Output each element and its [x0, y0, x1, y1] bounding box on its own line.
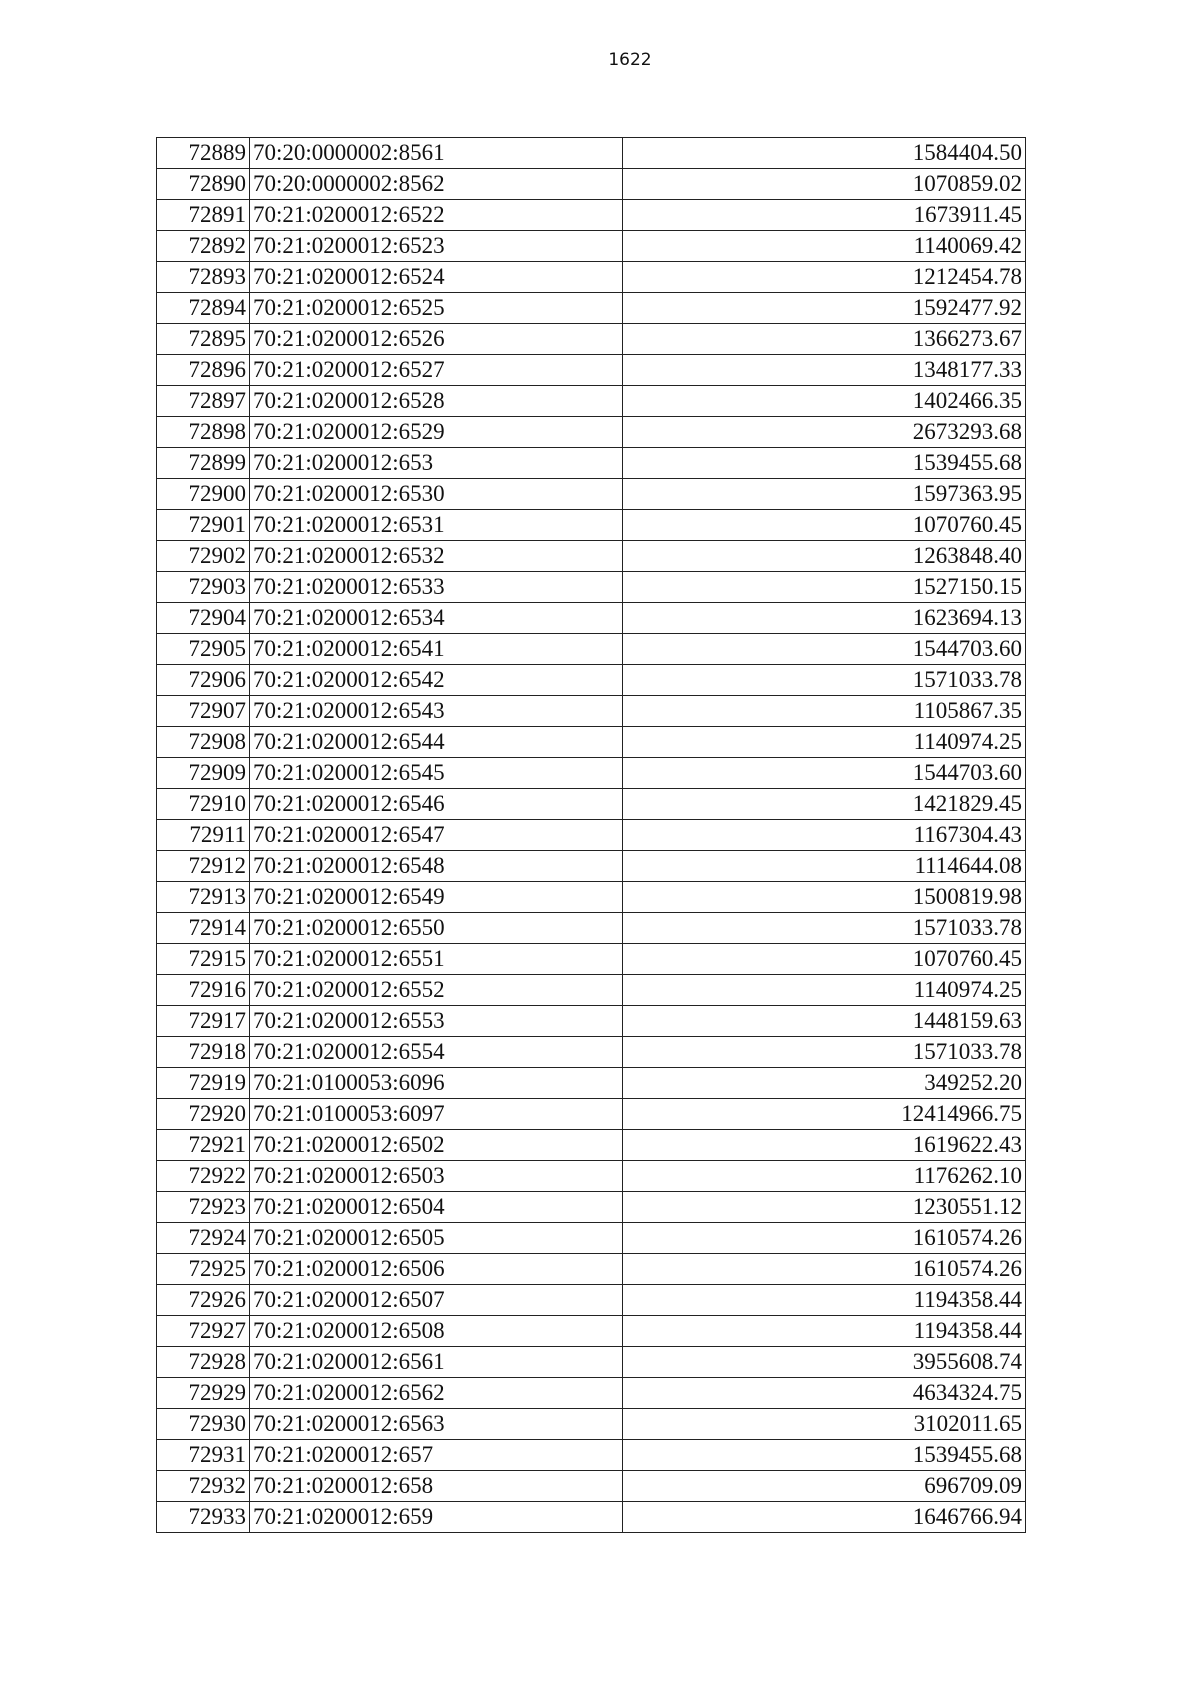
row-number: 72932 — [157, 1471, 250, 1502]
table-row — [157, 1006, 1026, 1037]
row-number: 72894 — [157, 293, 250, 324]
cadastral-number: 70:21:0200012:6550 — [250, 913, 623, 944]
row-number: 72909 — [157, 758, 250, 789]
table-row — [157, 634, 1026, 665]
cadastral-value: 1348177.33 — [623, 355, 1026, 386]
table-row — [157, 386, 1026, 417]
row-number: 72922 — [157, 1161, 250, 1192]
table-row — [157, 1254, 1026, 1285]
row-number: 72925 — [157, 1254, 250, 1285]
table-row — [157, 975, 1026, 1006]
cadastral-value: 1619622.43 — [623, 1130, 1026, 1161]
cadastral-number: 70:21:0200012:653 — [250, 448, 623, 479]
row-number: 72895 — [157, 324, 250, 355]
cadastral-value: 1366273.67 — [623, 324, 1026, 355]
table-row — [157, 1130, 1026, 1161]
table-row — [157, 572, 1026, 603]
cadastral-value: 1070760.45 — [623, 510, 1026, 541]
table-row — [157, 541, 1026, 572]
row-number: 72923 — [157, 1192, 250, 1223]
cadastral-value-table — [156, 137, 1026, 1533]
row-number: 72924 — [157, 1223, 250, 1254]
table-row — [157, 1471, 1026, 1502]
cadastral-number: 70:21:0200012:6541 — [250, 634, 623, 665]
cadastral-number: 70:21:0200012:6507 — [250, 1285, 623, 1316]
cadastral-value: 1176262.10 — [623, 1161, 1026, 1192]
row-number: 72889 — [157, 138, 250, 169]
row-number: 72890 — [157, 169, 250, 200]
table-row — [157, 1409, 1026, 1440]
row-number: 72904 — [157, 603, 250, 634]
table-row — [157, 324, 1026, 355]
table-row — [157, 603, 1026, 634]
row-number: 72913 — [157, 882, 250, 913]
cadastral-number: 70:21:0200012:6551 — [250, 944, 623, 975]
cadastral-number: 70:21:0100053:6097 — [250, 1099, 623, 1130]
cadastral-value: 1194358.44 — [623, 1285, 1026, 1316]
cadastral-number: 70:21:0200012:6532 — [250, 541, 623, 572]
cadastral-number: 70:21:0200012:6502 — [250, 1130, 623, 1161]
cadastral-value: 1105867.35 — [623, 696, 1026, 727]
row-number: 72900 — [157, 479, 250, 510]
table-row — [157, 882, 1026, 913]
cadastral-value: 3955608.74 — [623, 1347, 1026, 1378]
row-number: 72907 — [157, 696, 250, 727]
row-number: 72914 — [157, 913, 250, 944]
row-number: 72910 — [157, 789, 250, 820]
row-number: 72896 — [157, 355, 250, 386]
cadastral-number: 70:21:0200012:6534 — [250, 603, 623, 634]
cadastral-value: 1539455.68 — [623, 448, 1026, 479]
cadastral-number: 70:21:0200012:6531 — [250, 510, 623, 541]
table-row — [157, 758, 1026, 789]
cadastral-number: 70:21:0200012:6530 — [250, 479, 623, 510]
cadastral-value: 1610574.26 — [623, 1254, 1026, 1285]
row-number: 72902 — [157, 541, 250, 572]
table-row — [157, 1440, 1026, 1471]
cadastral-value: 1571033.78 — [623, 665, 1026, 696]
row-number: 72899 — [157, 448, 250, 479]
table-row — [157, 448, 1026, 479]
cadastral-number: 70:21:0200012:6506 — [250, 1254, 623, 1285]
row-number: 72917 — [157, 1006, 250, 1037]
cadastral-value: 1140974.25 — [623, 975, 1026, 1006]
cadastral-value: 1402466.35 — [623, 386, 1026, 417]
cadastral-value: 1539455.68 — [623, 1440, 1026, 1471]
cadastral-number: 70:21:0200012:6549 — [250, 882, 623, 913]
table-row — [157, 1502, 1026, 1533]
table-row — [157, 169, 1026, 200]
cadastral-number: 70:21:0200012:6522 — [250, 200, 623, 231]
cadastral-number: 70:21:0200012:6508 — [250, 1316, 623, 1347]
cadastral-value: 696709.09 — [623, 1471, 1026, 1502]
cadastral-value: 1646766.94 — [623, 1502, 1026, 1533]
cadastral-value: 1610574.26 — [623, 1223, 1026, 1254]
table-row — [157, 1285, 1026, 1316]
cadastral-value: 1070859.02 — [623, 169, 1026, 200]
cadastral-value: 1212454.78 — [623, 262, 1026, 293]
table-row — [157, 355, 1026, 386]
cadastral-number: 70:21:0200012:6545 — [250, 758, 623, 789]
row-number: 72915 — [157, 944, 250, 975]
cadastral-value: 1114644.08 — [623, 851, 1026, 882]
table-row — [157, 1192, 1026, 1223]
cadastral-number: 70:20:0000002:8561 — [250, 138, 623, 169]
table-row — [157, 727, 1026, 758]
table-row — [157, 696, 1026, 727]
cadastral-number: 70:21:0200012:6563 — [250, 1409, 623, 1440]
table-row — [157, 1378, 1026, 1409]
row-number: 72919 — [157, 1068, 250, 1099]
cadastral-value: 2673293.68 — [623, 417, 1026, 448]
row-number: 72903 — [157, 572, 250, 603]
table-row — [157, 200, 1026, 231]
row-number: 72892 — [157, 231, 250, 262]
row-number: 72905 — [157, 634, 250, 665]
cadastral-value: 1167304.43 — [623, 820, 1026, 851]
page-number: 1622 — [608, 50, 652, 70]
table-row — [157, 1316, 1026, 1347]
row-number: 72931 — [157, 1440, 250, 1471]
row-number: 72893 — [157, 262, 250, 293]
row-number: 72908 — [157, 727, 250, 758]
cadastral-number: 70:21:0200012:6503 — [250, 1161, 623, 1192]
cadastral-number: 70:21:0200012:6561 — [250, 1347, 623, 1378]
cadastral-number: 70:21:0200012:6554 — [250, 1037, 623, 1068]
row-number: 72929 — [157, 1378, 250, 1409]
row-number: 72898 — [157, 417, 250, 448]
row-number: 72911 — [157, 820, 250, 851]
cadastral-value: 349252.20 — [623, 1068, 1026, 1099]
cadastral-value: 1673911.45 — [623, 200, 1026, 231]
cadastral-number: 70:21:0200012:6547 — [250, 820, 623, 851]
cadastral-number: 70:21:0200012:6525 — [250, 293, 623, 324]
table-row — [157, 820, 1026, 851]
cadastral-number: 70:21:0200012:6528 — [250, 386, 623, 417]
row-number: 72921 — [157, 1130, 250, 1161]
row-number: 72928 — [157, 1347, 250, 1378]
cadastral-number: 70:21:0200012:6553 — [250, 1006, 623, 1037]
cadastral-number: 70:21:0200012:6529 — [250, 417, 623, 448]
row-number: 72933 — [157, 1502, 250, 1533]
table-row — [157, 1161, 1026, 1192]
cadastral-value: 12414966.75 — [623, 1099, 1026, 1130]
cadastral-value: 1230551.12 — [623, 1192, 1026, 1223]
row-number: 72891 — [157, 200, 250, 231]
cadastral-value: 1140974.25 — [623, 727, 1026, 758]
table-row — [157, 1347, 1026, 1378]
cadastral-value: 1544703.60 — [623, 634, 1026, 665]
table-row — [157, 851, 1026, 882]
cadastral-number: 70:21:0200012:659 — [250, 1502, 623, 1533]
table-row — [157, 1068, 1026, 1099]
table-row — [157, 479, 1026, 510]
table-row — [157, 138, 1026, 169]
cadastral-number: 70:21:0200012:6562 — [250, 1378, 623, 1409]
cadastral-number: 70:21:0200012:6552 — [250, 975, 623, 1006]
row-number: 72918 — [157, 1037, 250, 1068]
table-row — [157, 665, 1026, 696]
cadastral-value: 1571033.78 — [623, 913, 1026, 944]
cadastral-value: 1194358.44 — [623, 1316, 1026, 1347]
row-number: 72930 — [157, 1409, 250, 1440]
table-row — [157, 789, 1026, 820]
table-row — [157, 913, 1026, 944]
table-row — [157, 417, 1026, 448]
row-number: 72916 — [157, 975, 250, 1006]
row-number: 72927 — [157, 1316, 250, 1347]
table-row — [157, 293, 1026, 324]
cadastral-value: 1544703.60 — [623, 758, 1026, 789]
cadastral-value: 1584404.50 — [623, 138, 1026, 169]
cadastral-number: 70:21:0200012:6504 — [250, 1192, 623, 1223]
cadastral-number: 70:21:0200012:6543 — [250, 696, 623, 727]
cadastral-number: 70:21:0100053:6096 — [250, 1068, 623, 1099]
cadastral-value: 1571033.78 — [623, 1037, 1026, 1068]
cadastral-value: 1597363.95 — [623, 479, 1026, 510]
cadastral-number: 70:20:0000002:8562 — [250, 169, 623, 200]
cadastral-value: 1421829.45 — [623, 789, 1026, 820]
table-row — [157, 262, 1026, 293]
cadastral-number: 70:21:0200012:6548 — [250, 851, 623, 882]
table-row — [157, 1099, 1026, 1130]
cadastral-table-container — [156, 137, 1026, 1533]
cadastral-value: 1527150.15 — [623, 572, 1026, 603]
cadastral-value: 1500819.98 — [623, 882, 1026, 913]
table-row — [157, 1037, 1026, 1068]
cadastral-value: 3102011.65 — [623, 1409, 1026, 1440]
cadastral-number: 70:21:0200012:6526 — [250, 324, 623, 355]
cadastral-value: 1070760.45 — [623, 944, 1026, 975]
table-body — [157, 138, 1026, 1533]
cadastral-value: 1448159.63 — [623, 1006, 1026, 1037]
table-row — [157, 510, 1026, 541]
row-number: 72897 — [157, 386, 250, 417]
cadastral-number: 70:21:0200012:6542 — [250, 665, 623, 696]
cadastral-number: 70:21:0200012:6523 — [250, 231, 623, 262]
cadastral-number: 70:21:0200012:6533 — [250, 572, 623, 603]
cadastral-number: 70:21:0200012:6546 — [250, 789, 623, 820]
cadastral-number: 70:21:0200012:6524 — [250, 262, 623, 293]
table-row — [157, 1223, 1026, 1254]
table-row — [157, 944, 1026, 975]
cadastral-number: 70:21:0200012:658 — [250, 1471, 623, 1502]
cadastral-value: 4634324.75 — [623, 1378, 1026, 1409]
cadastral-value: 1623694.13 — [623, 603, 1026, 634]
cadastral-value: 1140069.42 — [623, 231, 1026, 262]
cadastral-number: 70:21:0200012:6527 — [250, 355, 623, 386]
row-number: 72901 — [157, 510, 250, 541]
table-row — [157, 231, 1026, 262]
cadastral-value: 1263848.40 — [623, 541, 1026, 572]
cadastral-number: 70:21:0200012:657 — [250, 1440, 623, 1471]
cadastral-number: 70:21:0200012:6505 — [250, 1223, 623, 1254]
cadastral-value: 1592477.92 — [623, 293, 1026, 324]
row-number: 72926 — [157, 1285, 250, 1316]
row-number: 72920 — [157, 1099, 250, 1130]
row-number: 72912 — [157, 851, 250, 882]
cadastral-number: 70:21:0200012:6544 — [250, 727, 623, 758]
row-number: 72906 — [157, 665, 250, 696]
